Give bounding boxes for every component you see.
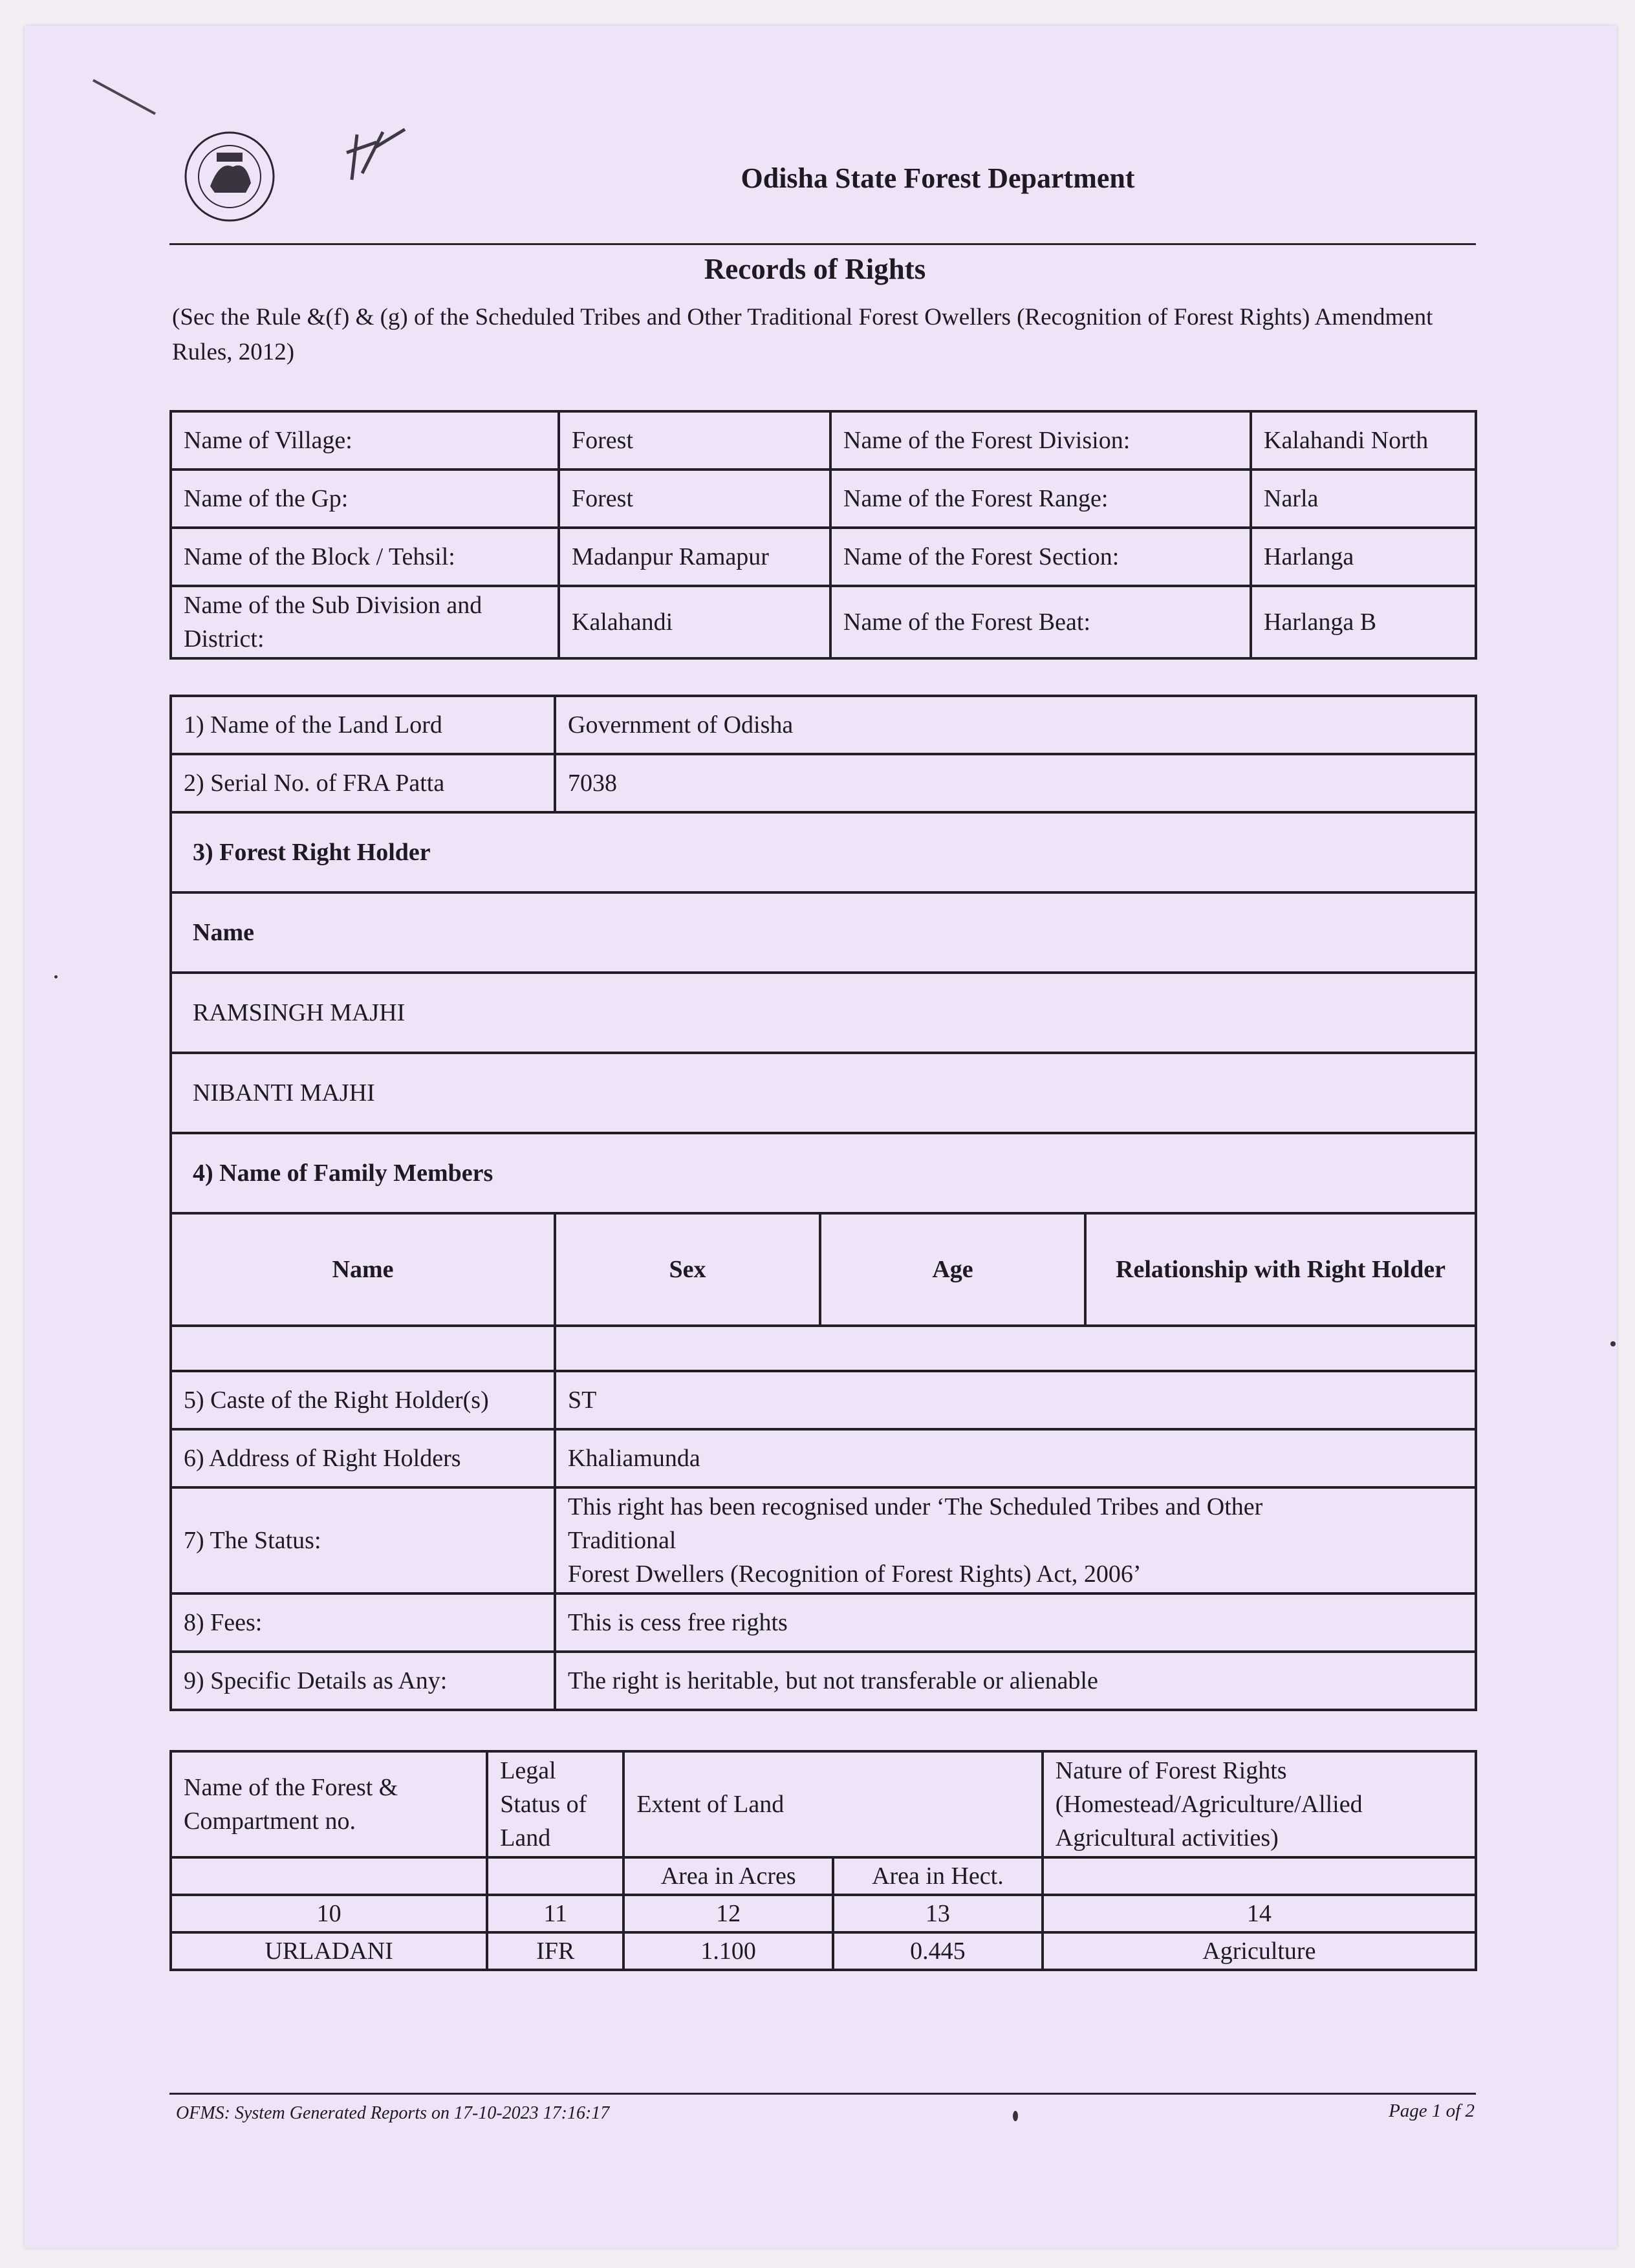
- status-value: [555, 1487, 1476, 1593]
- village-label: Name of Village:: [171, 411, 559, 470]
- family-heading: 4) Name of Family Members: [171, 1133, 1476, 1213]
- block-label: Name of the Block / Tehsil:: [171, 528, 559, 586]
- subheader-empty: [487, 1857, 623, 1895]
- family-empty-cell: [555, 1326, 1476, 1371]
- subheader-empty: [1043, 1857, 1476, 1895]
- subdivision-label: Name of the Sub Division and District:: [171, 586, 559, 658]
- column-number: 12: [623, 1895, 833, 1932]
- caste-label: 5) Caste of the Right Holder(s): [171, 1371, 555, 1429]
- caste-value: ST: [555, 1371, 1476, 1429]
- patta-value: 7038: [555, 754, 1476, 812]
- scan-speck: [54, 975, 58, 978]
- family-col-relationship: Relationship with Right Holder: [1085, 1213, 1476, 1326]
- gp-label: Name of the Gp:: [171, 470, 559, 528]
- column-number: 13: [833, 1895, 1043, 1932]
- family-col-name: Name: [171, 1213, 555, 1326]
- col-extent-of-land: Extent of Land: [623, 1751, 1042, 1857]
- land-nature-of-rights: Agriculture: [1043, 1932, 1476, 1970]
- family-col-age: Age: [820, 1213, 1085, 1326]
- scan-speck: [1013, 2111, 1018, 2121]
- location-table: [169, 410, 1477, 660]
- rights-details-table: [169, 695, 1477, 1711]
- scan-speck: [1610, 1341, 1616, 1346]
- beat-label: Name of the Forest Beat:: [830, 586, 1251, 658]
- block-value: Madanpur Ramapur: [559, 528, 830, 586]
- document-subtitle: (Sec the Rule &(f) & (g) of the Scheduled Tribes and Other Traditional Forest Owellers (Recognition of Forest Rights) Amendment Rules, 2012): [172, 304, 1433, 365]
- column-number: 10: [171, 1895, 487, 1932]
- family-col-sex: Sex: [555, 1213, 820, 1326]
- footer-divider: [169, 2093, 1476, 2095]
- address-value: Khaliamunda: [555, 1429, 1476, 1487]
- range-label: Name of the Forest Range:: [830, 470, 1251, 528]
- division-value: Kalahandi North: [1251, 411, 1476, 470]
- gp-value: Forest: [559, 470, 830, 528]
- col-forest-compartment: Name of the Forest & Compartment no.: [171, 1751, 487, 1857]
- status-line: Forest Dwellers (Recognition of Forest Rights) Act, 2006’: [568, 1561, 1142, 1588]
- footer-generated: OFMS: System Generated Reports on 17-10-2023 17:16:17: [176, 2103, 610, 2123]
- division-label: Name of the Forest Division:: [830, 411, 1251, 470]
- status-line: Traditional: [568, 1527, 677, 1554]
- section-value: Harlanga: [1251, 528, 1476, 586]
- page-number: Page 1 of 2: [1389, 2101, 1475, 2121]
- address-label: 6) Address of Right Holders: [171, 1429, 555, 1487]
- status-label: 7) The Status:: [171, 1487, 555, 1593]
- fees-value: This is cess free rights: [555, 1593, 1476, 1652]
- patta-label: 2) Serial No. of FRA Patta: [171, 754, 555, 812]
- land-legal-status: IFR: [487, 1932, 623, 1970]
- holder-name: RAMSINGH MAJHI: [171, 973, 1476, 1053]
- land-forest-name: URLADANI: [171, 1932, 487, 1970]
- specific-value: The right is heritable, but not transferable or alienable: [555, 1652, 1476, 1710]
- holder-name-heading: Name: [171, 892, 1476, 973]
- landlord-label: 1) Name of the Land Lord: [171, 696, 555, 754]
- status-line: This right has been recognised under ‘The Scheduled Tribes and Other: [568, 1493, 1263, 1520]
- document-title: Records of Rights: [704, 253, 926, 285]
- fees-label: 8) Fees:: [171, 1593, 555, 1652]
- specific-label: 9) Specific Details as Any:: [171, 1652, 555, 1710]
- range-value: Narla: [1251, 470, 1476, 528]
- subheader-empty: [171, 1857, 487, 1895]
- village-value: Forest: [559, 411, 830, 470]
- holder-heading: 3) Forest Right Holder: [171, 812, 1476, 892]
- header-divider: [169, 243, 1476, 245]
- col-nature-of-rights: Nature of Forest Rights (Homestead/Agriculture/Allied Agricultural activities): [1043, 1751, 1476, 1857]
- landlord-value: Government of Odisha: [555, 696, 1476, 754]
- section-label: Name of the Forest Section:: [830, 528, 1251, 586]
- col-area-acres: Area in Acres: [623, 1857, 833, 1895]
- land-table: [169, 1750, 1477, 1971]
- column-number: 11: [487, 1895, 623, 1932]
- family-empty-cell: [171, 1326, 555, 1371]
- beat-value: Harlanga B: [1251, 586, 1476, 658]
- col-area-hect: Area in Hect.: [833, 1857, 1043, 1895]
- col-legal-status: Legal Status of Land: [487, 1751, 623, 1857]
- subdivision-value: Kalahandi: [559, 586, 830, 658]
- column-number: 14: [1043, 1895, 1476, 1932]
- holder-name: NIBANTI MAJHI: [171, 1053, 1476, 1133]
- department-title: Odisha State Forest Department: [741, 162, 1135, 194]
- land-area-hect: 0.445: [833, 1932, 1043, 1970]
- handwritten-mark: [91, 76, 427, 206]
- land-area-acres: 1.100: [623, 1932, 833, 1970]
